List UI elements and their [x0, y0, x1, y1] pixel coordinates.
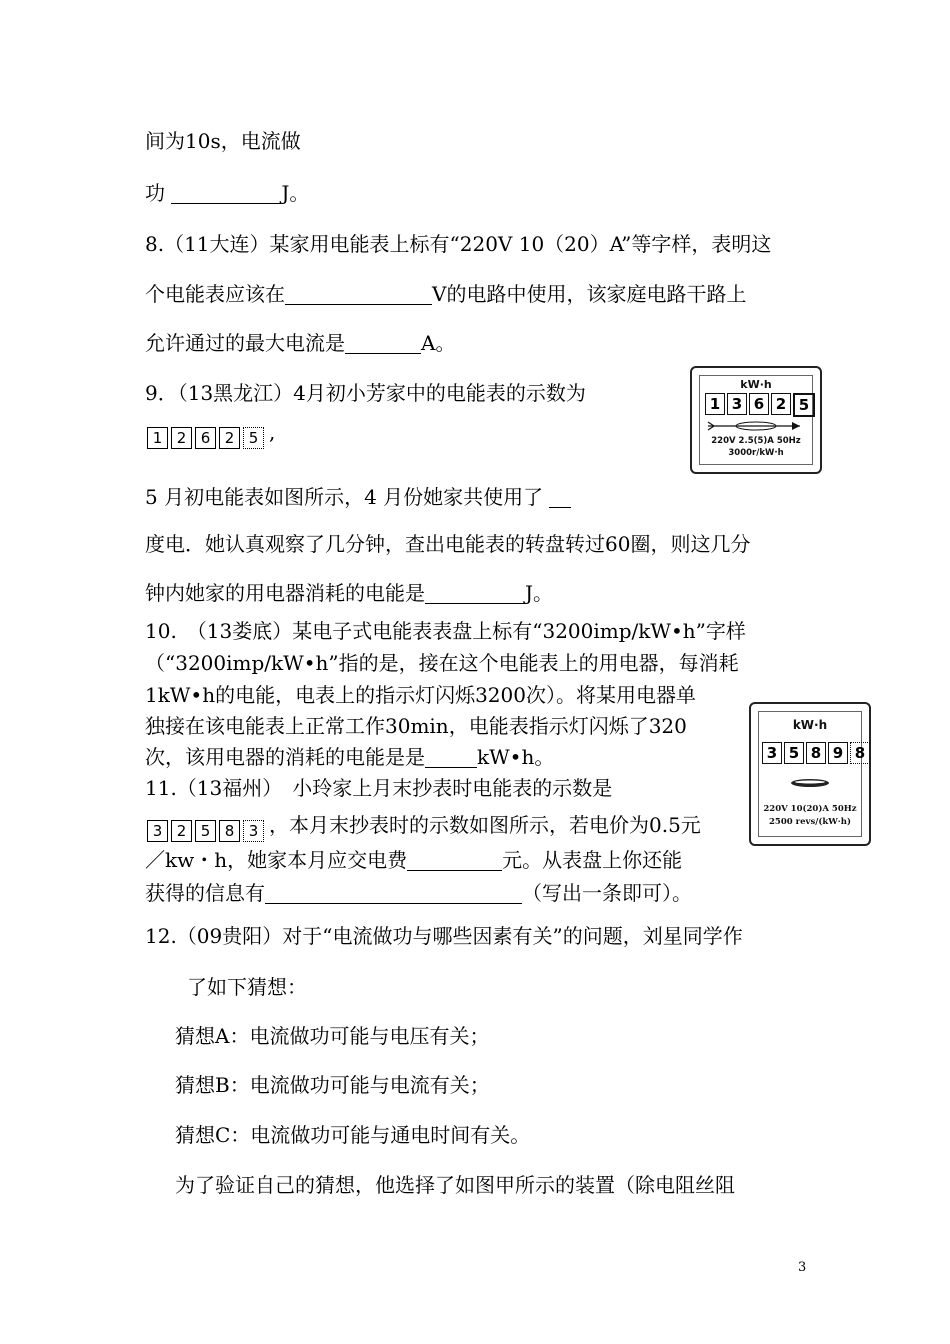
- meter-digit: 5: [784, 742, 804, 764]
- text: 个电能表应该在: [145, 282, 285, 306]
- text: （写出一条即可）。: [522, 881, 692, 905]
- text-line: 间为10s，电流做: [145, 129, 301, 153]
- answer-blank[interactable]: [345, 333, 421, 354]
- text-line: [145, 419, 275, 449]
- question-12: 12.（09贵阳）对于“电流做功与哪些因素有关”的问题，刘星同学作: [145, 924, 743, 948]
- inline-meter-reading: [147, 820, 267, 842]
- hypothesis-b: 猜想B：电流做功可能与电流有关；: [175, 1073, 490, 1097]
- answer-blank[interactable]: [425, 583, 525, 604]
- text: 次，该用电器的消耗的电能是是: [145, 745, 425, 769]
- text-line: [145, 281, 746, 307]
- meter-unit: kW·h: [740, 378, 772, 391]
- text-line: [145, 744, 554, 770]
- meter-digit: 3: [147, 820, 168, 842]
- text-line: [145, 484, 571, 510]
- energy-meter-figure-2: [749, 702, 871, 846]
- text: 功: [145, 181, 172, 205]
- text: 允许通过的最大电流是: [145, 331, 345, 355]
- meter-digit: 2: [171, 427, 192, 449]
- meter-digit: 8: [219, 820, 240, 842]
- text-line: 为了验证自己的猜想，他选择了如图甲所示的装置（除电阻丝阻: [175, 1173, 735, 1197]
- text: J。: [281, 181, 310, 205]
- meter-digits: [762, 742, 872, 764]
- rotor-disc-icon: [789, 777, 831, 789]
- answer-blank[interactable]: [285, 284, 432, 305]
- text: ，本月末抄表时的示数如图所示，若电价为0.5元: [269, 813, 701, 837]
- hypothesis-c: 猜想C：电流做功可能与通电时间有关。: [175, 1123, 531, 1147]
- text-line: 了如下猜想：: [187, 975, 307, 999]
- answer-blank[interactable]: [549, 487, 571, 508]
- text: 钟内她家的用电器消耗的电能是: [145, 581, 425, 605]
- meter-constant: 3000r/kW·h: [728, 448, 784, 458]
- question-8: 8.（11大连）某家用电能表上标有“220V 10（20）A”等字样，表明这: [145, 232, 772, 256]
- text-line: [145, 580, 553, 606]
- text-line: （“3200imp/kW•h”指的是，接在这个电能表上的用电器，每消耗: [145, 651, 739, 675]
- meter-digit: 5: [195, 820, 216, 842]
- page-number: 3: [798, 1260, 807, 1275]
- text: ／kw・h，她家本月应交电费: [145, 848, 408, 872]
- question-11: 11.（13福州） 小玲家上月末抄表时电能表的示数是: [145, 776, 613, 800]
- text: ,: [269, 420, 276, 444]
- energy-meter-figure-1: [690, 366, 822, 474]
- meter-digit: 9: [828, 742, 848, 764]
- meter-digit: 3: [243, 820, 264, 842]
- meter-digit: 1: [705, 393, 725, 415]
- meter-digit: 5: [243, 427, 264, 449]
- text-line: [145, 847, 682, 873]
- question-9: 9．（13黑龙江）4月初小芳家中的电能表的示数为: [145, 381, 586, 405]
- text: 5 月初电能表如图所示，4 月份她家共使用了: [145, 485, 544, 509]
- meter-rating: 220V 2.5(5)A 50Hz: [711, 436, 801, 446]
- answer-blank[interactable]: [265, 883, 522, 904]
- inline-meter-reading: [147, 427, 267, 449]
- text-line: [145, 330, 455, 356]
- meter-digit: 6: [195, 427, 216, 449]
- meter-digit: 8: [850, 742, 870, 764]
- hypothesis-a: 猜想A：电流做功可能与电压有关；: [175, 1024, 490, 1048]
- text: 获得的信息有: [145, 881, 265, 905]
- text-line: [145, 812, 701, 842]
- text-line: 独接在该电能表上正常工作30min，电能表指示灯闪烁了320: [145, 714, 687, 738]
- text: J。: [525, 581, 554, 605]
- meter-rating: 220V 10(20)A 50Hz: [763, 804, 857, 814]
- answer-blank[interactable]: [407, 850, 502, 871]
- text: 元。从表盘上你还能: [502, 848, 683, 872]
- meter-digit: 2: [771, 393, 791, 415]
- question-10: 10. （13娄底）某电子式电能表表盘上标有“3200imp/kW•h”字样: [145, 619, 746, 643]
- meter-digit: 8: [806, 742, 826, 764]
- meter-digit: 5: [793, 393, 815, 417]
- rotor-arrow-icon: [706, 418, 806, 434]
- text-line: 度电．她认真观察了几分钟，查出电能表的转盘转过60圈，则这几分: [145, 532, 751, 556]
- text-line: [145, 880, 692, 906]
- meter-digit: 3: [727, 393, 747, 415]
- meter-digit: 2: [219, 427, 240, 449]
- meter-constant: 2500 revs/(kW·h): [769, 817, 851, 827]
- answer-blank[interactable]: [171, 183, 281, 204]
- text: A。: [421, 331, 456, 355]
- meter-digits: [705, 393, 817, 417]
- meter-digit: 1: [147, 427, 168, 449]
- meter-digit: 6: [749, 393, 769, 415]
- text: V的电路中使用，该家庭电路干路上: [432, 282, 747, 306]
- text: kW•h。: [477, 745, 555, 769]
- meter-digit: 3: [762, 742, 782, 764]
- meter-digit: 2: [171, 820, 192, 842]
- text-line: [145, 180, 309, 206]
- answer-blank[interactable]: [425, 747, 477, 768]
- meter-unit: kW·h: [792, 718, 828, 732]
- text-line: 1kW•h的电能，电表上的指示灯闪烁3200次）。将某用电器单: [145, 683, 696, 707]
